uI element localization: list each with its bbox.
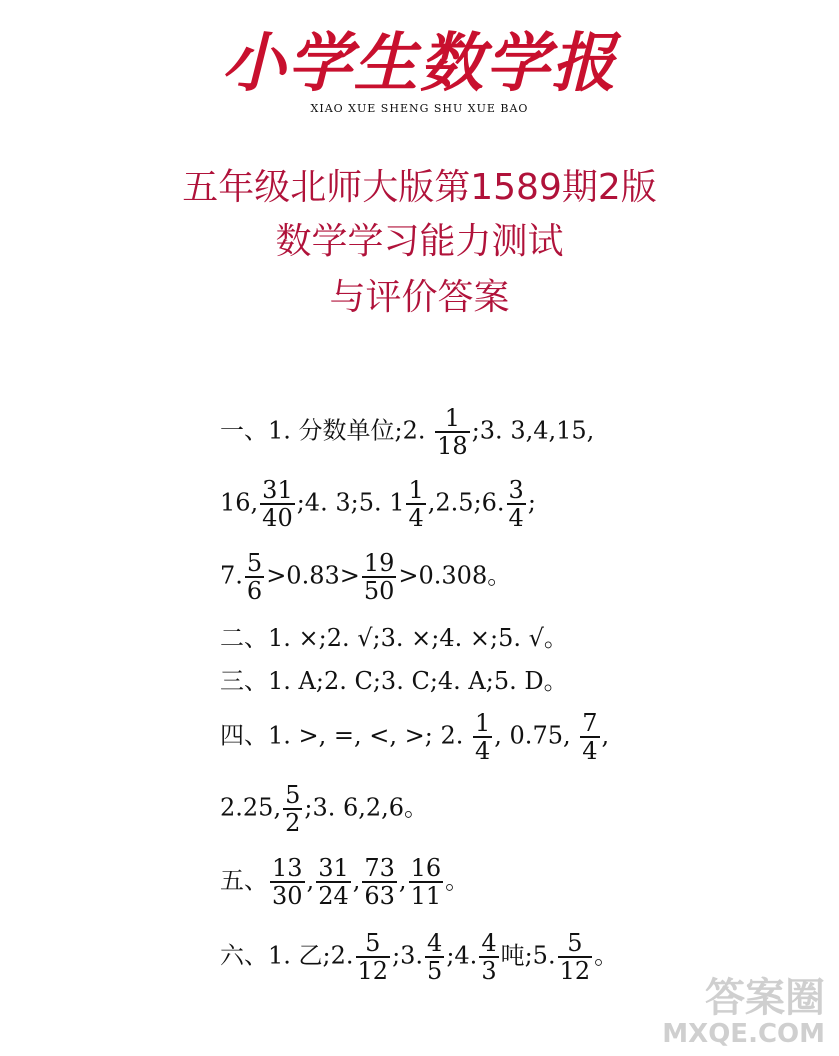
fraction: $\frac{5}{2}$ — [285, 781, 301, 837]
answer-text: >0.83> — [266, 561, 360, 590]
answer-text: 。 — [445, 866, 470, 895]
answer-text: >0.308。 — [398, 561, 512, 590]
answer-s1-line3 — [220, 550, 511, 604]
fraction: $\frac{31}{24}$ — [318, 854, 349, 910]
fraction: $\frac{1}{4}$ — [475, 709, 491, 765]
watermark-url: MXQE.COM — [662, 1019, 825, 1049]
title-line-1: 五年级北师大版第1589期2版 — [182, 167, 657, 208]
answer-text: , 0.75, — [494, 721, 571, 750]
fraction: $\frac{31}{40}$ — [262, 476, 293, 532]
fraction: $\frac{5}{12}$ — [559, 929, 591, 985]
title-line-2: 数学学习能力测试 — [275, 221, 564, 262]
fraction: $\frac{3}{4}$ — [508, 476, 524, 532]
answer-text: ; — [527, 488, 536, 517]
fraction: $\frac{4}{5}$ — [427, 929, 443, 985]
answer-s5 — [220, 855, 469, 909]
answer-text: ;4. — [446, 941, 478, 970]
section-label: 四、 — [220, 721, 268, 750]
answer-text: ;4. 3;5. 1 — [296, 488, 405, 517]
answer-text: 吨;5. — [500, 941, 556, 970]
answer-text: 1. 分数单位;2. — [268, 416, 426, 445]
separator: , — [398, 866, 407, 895]
answer-text: 。 — [594, 941, 619, 970]
answer-text: 1. A;2. C;3. C;4. A;5. D。 — [268, 667, 568, 695]
masthead-logo: 小学生数学报 — [221, 26, 618, 101]
answer-s4-line2 — [220, 782, 428, 836]
fraction: $\frac{5}{6}$ — [246, 549, 263, 605]
answer-text: ;3. 6,2,6。 — [304, 793, 429, 822]
fraction: $\frac{19}{50}$ — [363, 549, 395, 605]
title-line-3: 与评价答案 — [329, 277, 510, 318]
fraction: $\frac{1}{18}$ — [437, 404, 468, 460]
section-label: 一、 — [220, 416, 268, 445]
masthead — [0, 28, 839, 115]
answer-s1-line2 — [220, 477, 536, 531]
section-label: 五、 — [220, 866, 268, 895]
section-label: 六、 — [220, 941, 268, 970]
answer-text: ;3. 3,4,15, — [471, 416, 595, 445]
answer-text: 1. ×;2. √;3. ×;4. ×;5. √。 — [268, 624, 568, 652]
fraction: $\frac{13}{30}$ — [272, 854, 303, 910]
watermark-logo: 答案圈 — [705, 975, 825, 1021]
section-label: 二、 — [220, 624, 268, 652]
answer-text: 1. 乙;2. — [268, 941, 354, 970]
watermark — [662, 976, 825, 1048]
answer-text: ,2.5;6. — [427, 488, 505, 517]
fraction: $\frac{5}{12}$ — [357, 929, 389, 985]
fraction: $\frac{16}{11}$ — [410, 854, 442, 910]
answer-text: , — [601, 721, 610, 750]
answer-s6 — [220, 930, 618, 984]
answer-text: 7. — [220, 561, 243, 590]
separator: , — [352, 866, 361, 895]
answer-text: 16, — [220, 488, 259, 517]
separator: , — [306, 866, 315, 895]
fraction: $\frac{1}{4}$ — [408, 476, 424, 532]
masthead-pinyin: XIAO XUE SHENG SHU XUE BAO — [310, 102, 529, 115]
answer-text: 1. >, =, <, >; 2. — [268, 721, 464, 750]
fraction: $\frac{7}{4}$ — [582, 709, 598, 765]
answer-s4-line1 — [220, 710, 609, 764]
answer-s2 — [220, 623, 568, 653]
answer-s3 — [220, 666, 568, 696]
answer-text: 2.25, — [220, 793, 282, 822]
section-label: 三、 — [220, 667, 268, 695]
fraction: $\frac{73}{63}$ — [364, 854, 395, 910]
answer-s1-line1 — [220, 405, 594, 459]
answer-text: ;3. — [392, 941, 424, 970]
fraction: $\frac{4}{3}$ — [481, 929, 497, 985]
